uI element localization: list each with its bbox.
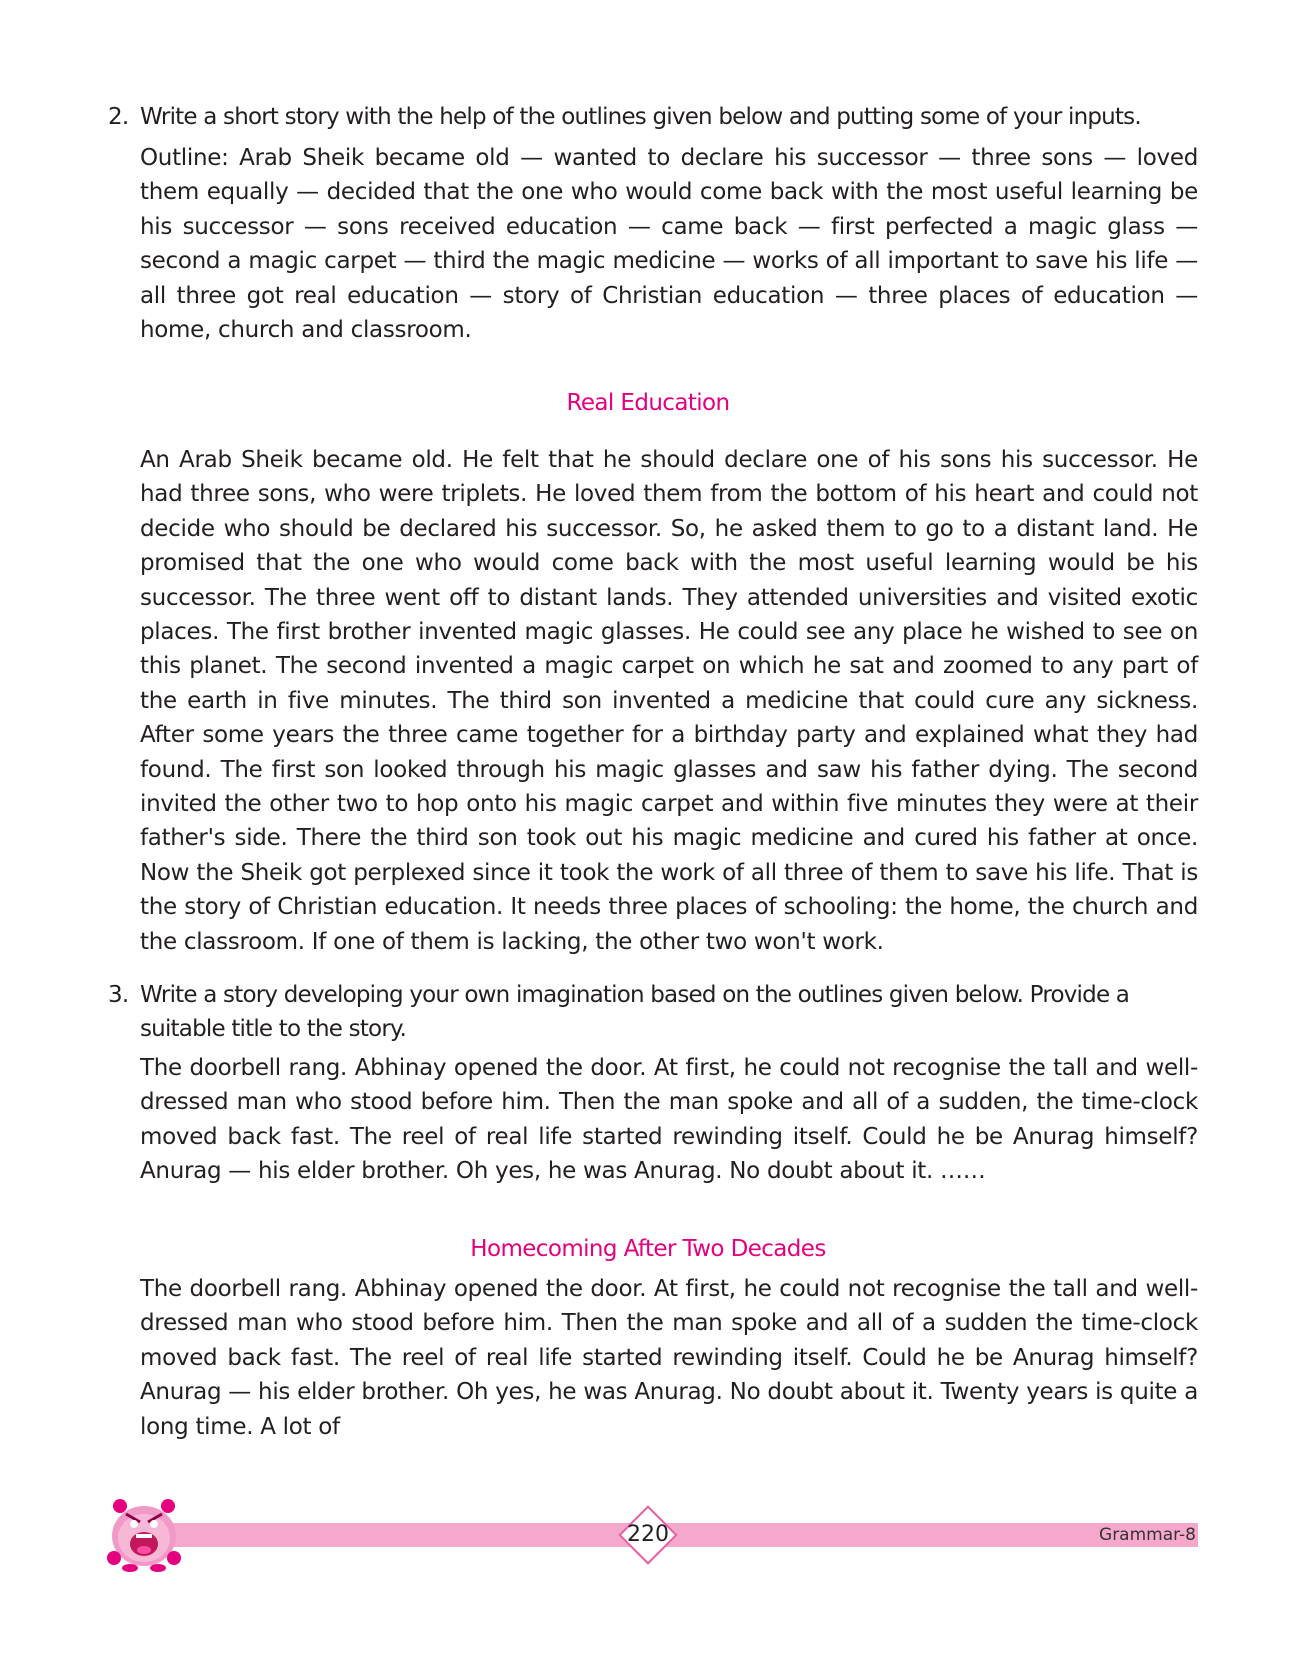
story-2-body: The doorbell rang. Abhinay opened the door. At first, he could not recognise the tall and well-dressed man who stood before him. Then the man spoke and all of a sudden the time-clock moved back fast. The reel of real life started rewinding itself. Could he be Anurag himself? Anurag — his elder brother. Oh yes, he was Anurag. No doubt about it. Twenty years is quite a long time. A lot of xyxy=(140,1276,1198,1440)
story-1-title: Real Education xyxy=(566,390,730,416)
footer-book-title: Grammar-8 xyxy=(1099,1525,1196,1545)
pink-monster-mascot-icon xyxy=(104,1492,184,1572)
question-3-outline: The doorbell rang. Abhinay opened the door. At first, he could not recognise the tall and well-dressed man who stood before him. Then the man spoke and all of a sudden, the time-clock moved back fast. The reel of real life started rewinding itself. Could he be Anurag himself? Anurag — his elder brother. Oh yes, he was Anurag. No doubt about it. …… xyxy=(140,1055,1198,1185)
question-3-number: 3. xyxy=(108,982,129,1008)
question-3-text: Write a story developing your own imagination based on the outlines given below. Provide a suitable title to the story. xyxy=(140,982,1130,1042)
page-number: 220 xyxy=(627,1522,669,1547)
question-2-prompt xyxy=(108,100,1198,134)
question-2-number: 2. xyxy=(108,104,129,130)
story-2-title: Homecoming After Two Decades xyxy=(470,1236,826,1262)
question-3-prompt xyxy=(108,978,1198,1046)
question-2-outline: Outline: Arab Sheik became old — wanted to declare his successor — three sons — loved them equally — decided that the one who would come back with the most useful learning be his successor — sons received education — came back — first perfected a magic glass — second a magic carpet — third the magic medicine — works of all important to save his life — all three got real education — story of Christian education — three places of education — home, church and classroom. xyxy=(140,145,1198,344)
story-1-body: An Arab Sheik became old. He felt that he should declare one of his sons his successor. He had three sons, who were triplets. He loved them from the bottom of his heart and could not decide who should be declared his successor. So, he asked them to go to a distant land. He promised that the one who would come back with the most useful learning would be his successor. The three went off to distant lands. They attended universities and visited exotic places. The first brother invented magic glasses. He could see any place he wished to see on this planet. The second invented a magic carpet on which he sat and zoomed to any part of the earth in five minutes. The third son invented a medicine that could cure any sickness. After some years the three came together for a birthday party and explained what they had found. The first son looked through his magic glasses and saw his father dying. The second invited the other two to hop onto his magic carpet and within five minutes they were at their father's side. There the third son took out his magic medicine and cured his father at once. Now the Sheik got perplexed since it took the work of all three of them to save his life. That is the story of Christian education. It needs three places of schooling: the home, the church and the classroom. If one of them is lacking, the other two won't work. xyxy=(140,447,1198,955)
question-2-text: Write a short story with the help of the outlines given below and putting some of your inputs. xyxy=(140,104,1141,130)
